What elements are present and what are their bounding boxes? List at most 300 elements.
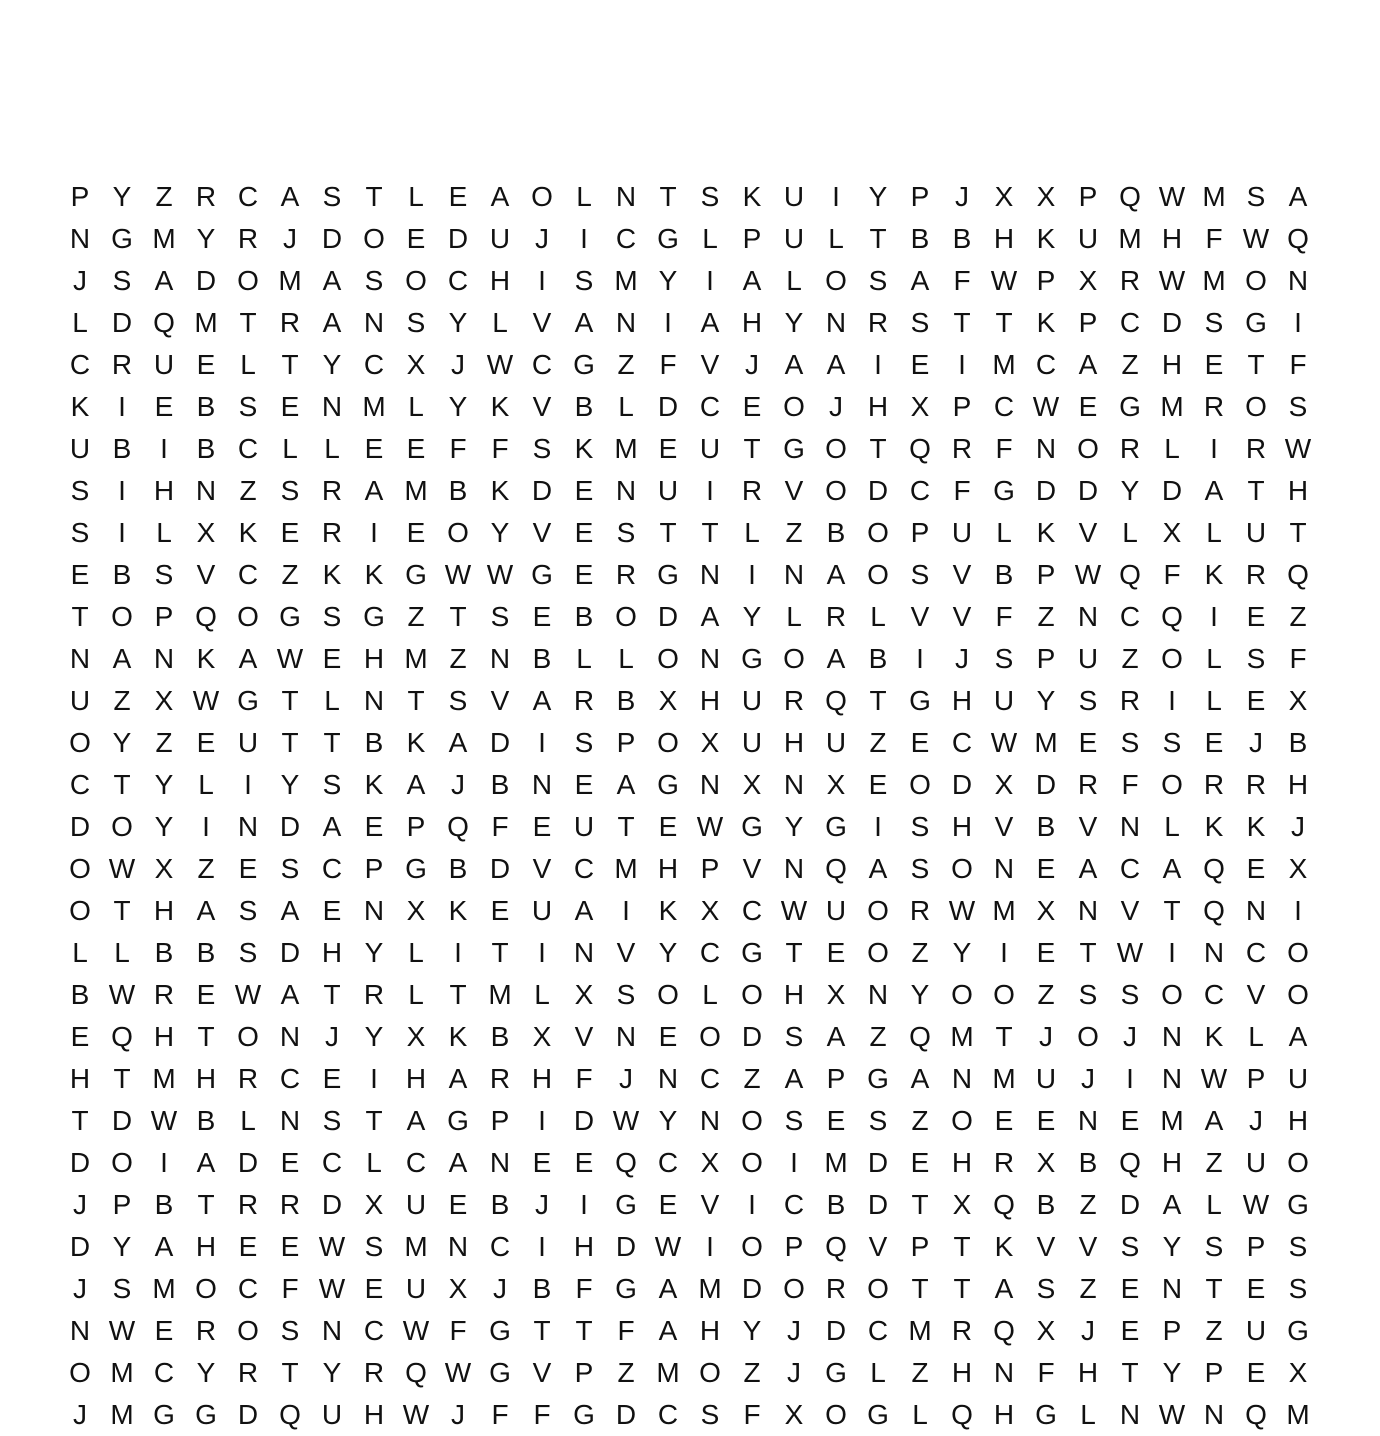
grid-letter[interactable]: G bbox=[657, 769, 679, 800]
grid-letter[interactable]: C bbox=[447, 265, 469, 296]
grid-letter[interactable]: U bbox=[1077, 643, 1099, 674]
grid-letter[interactable]: T bbox=[1289, 517, 1307, 548]
grid-letter[interactable]: D bbox=[69, 811, 91, 842]
grid-letter[interactable]: I bbox=[538, 1105, 546, 1136]
grid-letter[interactable]: E bbox=[658, 811, 678, 842]
grid-letter[interactable]: P bbox=[1036, 643, 1056, 674]
grid-letter[interactable]: L bbox=[534, 979, 550, 1010]
grid-letter[interactable]: S bbox=[1288, 1273, 1308, 1304]
grid-letter[interactable]: H bbox=[573, 1231, 595, 1262]
grid-letter[interactable]: S bbox=[994, 643, 1014, 674]
grid-letter[interactable]: N bbox=[1245, 895, 1267, 926]
grid-letter[interactable]: C bbox=[321, 853, 343, 884]
grid-letter[interactable]: C bbox=[363, 1315, 385, 1346]
grid-letter[interactable]: E bbox=[1246, 685, 1266, 716]
grid-letter[interactable]: R bbox=[1119, 433, 1141, 464]
grid-letter[interactable]: C bbox=[1119, 853, 1141, 884]
grid-letter[interactable]: O bbox=[867, 895, 889, 926]
grid-letter[interactable]: M bbox=[1034, 727, 1058, 758]
grid-letter[interactable]: F bbox=[995, 433, 1013, 464]
grid-letter[interactable]: D bbox=[951, 769, 973, 800]
grid-letter[interactable]: N bbox=[615, 181, 637, 212]
grid-letter[interactable]: H bbox=[657, 853, 679, 884]
grid-letter[interactable]: H bbox=[993, 223, 1015, 254]
grid-letter[interactable]: Q bbox=[1119, 559, 1141, 590]
grid-letter[interactable]: M bbox=[1118, 223, 1142, 254]
grid-letter[interactable]: Z bbox=[869, 727, 887, 758]
grid-letter[interactable]: L bbox=[618, 643, 634, 674]
grid-letter[interactable]: U bbox=[573, 811, 595, 842]
grid-letter[interactable]: N bbox=[993, 853, 1015, 884]
grid-letter[interactable]: Q bbox=[1245, 1399, 1267, 1430]
grid-letter[interactable]: Y bbox=[196, 223, 216, 254]
grid-letter[interactable]: T bbox=[869, 685, 887, 716]
grid-letter[interactable]: X bbox=[700, 727, 720, 758]
grid-letter[interactable]: V bbox=[868, 1231, 888, 1262]
grid-letter[interactable]: Q bbox=[195, 601, 217, 632]
grid-letter[interactable]: R bbox=[321, 517, 343, 548]
grid-letter[interactable]: O bbox=[447, 517, 469, 548]
grid-letter[interactable]: Z bbox=[1205, 1147, 1223, 1178]
grid-letter[interactable]: T bbox=[743, 433, 761, 464]
grid-letter[interactable]: E bbox=[196, 979, 216, 1010]
grid-letter[interactable]: D bbox=[1035, 769, 1057, 800]
grid-letter[interactable]: C bbox=[237, 181, 259, 212]
grid-letter[interactable]: O bbox=[699, 1357, 721, 1388]
grid-letter[interactable]: A bbox=[826, 559, 846, 590]
grid-letter[interactable]: S bbox=[1204, 1231, 1224, 1262]
grid-letter[interactable]: E bbox=[1246, 1357, 1266, 1388]
grid-letter[interactable]: G bbox=[1287, 1189, 1309, 1220]
grid-letter[interactable]: Q bbox=[1161, 601, 1183, 632]
grid-letter[interactable]: M bbox=[614, 853, 638, 884]
grid-letter[interactable]: F bbox=[617, 1315, 635, 1346]
grid-letter[interactable]: S bbox=[364, 265, 384, 296]
grid-letter[interactable]: O bbox=[1287, 1147, 1309, 1178]
grid-letter[interactable]: J bbox=[829, 391, 843, 422]
grid-letter[interactable]: L bbox=[1206, 643, 1222, 674]
grid-letter[interactable]: C bbox=[909, 475, 931, 506]
grid-letter[interactable]: X bbox=[700, 1147, 720, 1178]
grid-letter[interactable]: L bbox=[1122, 517, 1138, 548]
grid-letter[interactable]: Q bbox=[825, 1231, 847, 1262]
grid-letter[interactable]: S bbox=[322, 769, 342, 800]
grid-letter[interactable]: N bbox=[195, 475, 217, 506]
grid-letter[interactable]: V bbox=[532, 853, 552, 884]
grid-letter[interactable]: C bbox=[1035, 349, 1057, 380]
grid-letter[interactable]: C bbox=[279, 1063, 301, 1094]
grid-letter[interactable]: P bbox=[700, 853, 720, 884]
grid-letter[interactable]: E bbox=[280, 391, 300, 422]
grid-letter[interactable]: U bbox=[951, 517, 973, 548]
grid-letter[interactable]: X bbox=[994, 181, 1014, 212]
grid-letter[interactable]: W bbox=[108, 1315, 136, 1346]
grid-letter[interactable]: S bbox=[1246, 643, 1266, 674]
grid-letter[interactable]: Z bbox=[113, 685, 131, 716]
grid-letter[interactable]: Y bbox=[322, 349, 342, 380]
grid-letter[interactable]: V bbox=[616, 937, 636, 968]
grid-letter[interactable]: U bbox=[741, 727, 763, 758]
grid-letter[interactable]: R bbox=[237, 1189, 259, 1220]
grid-letter[interactable]: W bbox=[696, 811, 724, 842]
grid-letter[interactable]: L bbox=[702, 979, 718, 1010]
grid-letter[interactable]: A bbox=[616, 769, 636, 800]
grid-letter[interactable]: K bbox=[574, 433, 594, 464]
grid-letter[interactable]: P bbox=[952, 391, 972, 422]
grid-letter[interactable]: N bbox=[1161, 1063, 1183, 1094]
grid-letter[interactable]: Q bbox=[1203, 853, 1225, 884]
grid-letter[interactable]: U bbox=[405, 1273, 427, 1304]
grid-letter[interactable]: E bbox=[1078, 727, 1098, 758]
grid-letter[interactable]: A bbox=[448, 727, 468, 758]
grid-letter[interactable]: H bbox=[783, 727, 805, 758]
grid-letter[interactable]: N bbox=[699, 769, 721, 800]
grid-letter[interactable]: E bbox=[196, 727, 216, 758]
grid-letter[interactable]: C bbox=[1119, 601, 1141, 632]
grid-letter[interactable]: T bbox=[113, 1063, 131, 1094]
grid-letter[interactable]: O bbox=[783, 1273, 805, 1304]
grid-letter[interactable]: I bbox=[748, 559, 756, 590]
grid-letter[interactable]: C bbox=[699, 937, 721, 968]
grid-letter[interactable]: V bbox=[196, 559, 216, 590]
grid-letter[interactable]: O bbox=[69, 895, 91, 926]
grid-letter[interactable]: H bbox=[153, 1021, 175, 1052]
grid-letter[interactable]: Y bbox=[112, 1231, 132, 1262]
grid-letter[interactable]: D bbox=[321, 1189, 343, 1220]
grid-letter[interactable]: T bbox=[365, 1105, 383, 1136]
grid-letter[interactable]: A bbox=[1288, 181, 1308, 212]
grid-letter[interactable]: V bbox=[1078, 1231, 1098, 1262]
grid-letter[interactable]: J bbox=[955, 643, 969, 674]
grid-letter[interactable]: U bbox=[1077, 223, 1099, 254]
grid-letter[interactable]: A bbox=[322, 307, 342, 338]
grid-letter[interactable]: Y bbox=[490, 517, 510, 548]
grid-letter[interactable]: O bbox=[657, 979, 679, 1010]
grid-letter[interactable]: E bbox=[1078, 391, 1098, 422]
grid-letter[interactable]: V bbox=[994, 811, 1014, 842]
grid-letter[interactable]: R bbox=[279, 307, 301, 338]
grid-letter[interactable]: P bbox=[1162, 1315, 1182, 1346]
grid-letter[interactable]: C bbox=[489, 1231, 511, 1262]
grid-letter[interactable]: H bbox=[783, 979, 805, 1010]
grid-letter[interactable]: A bbox=[448, 1147, 468, 1178]
grid-letter[interactable]: S bbox=[616, 979, 636, 1010]
grid-letter[interactable]: Y bbox=[784, 307, 804, 338]
grid-letter[interactable]: J bbox=[283, 223, 297, 254]
grid-letter[interactable]: F bbox=[953, 475, 971, 506]
grid-letter[interactable]: E bbox=[826, 937, 846, 968]
grid-letter[interactable]: T bbox=[71, 601, 89, 632]
grid-letter[interactable]: D bbox=[657, 391, 679, 422]
grid-letter[interactable]: H bbox=[405, 1063, 427, 1094]
grid-letter[interactable]: G bbox=[1035, 1399, 1057, 1430]
grid-letter[interactable]: J bbox=[451, 349, 465, 380]
grid-letter[interactable]: H bbox=[699, 685, 721, 716]
grid-letter[interactable]: J bbox=[73, 1399, 87, 1430]
grid-letter[interactable]: J bbox=[451, 1399, 465, 1430]
grid-letter[interactable]: S bbox=[238, 937, 258, 968]
grid-letter[interactable]: N bbox=[531, 769, 553, 800]
grid-letter[interactable]: Z bbox=[1037, 601, 1055, 632]
grid-letter[interactable]: L bbox=[198, 769, 214, 800]
grid-letter[interactable]: S bbox=[910, 853, 930, 884]
grid-letter[interactable]: J bbox=[1249, 727, 1263, 758]
grid-letter[interactable]: W bbox=[234, 979, 262, 1010]
grid-letter[interactable]: R bbox=[825, 601, 847, 632]
grid-letter[interactable]: Z bbox=[1289, 601, 1307, 632]
grid-letter[interactable]: Z bbox=[155, 181, 173, 212]
grid-letter[interactable]: L bbox=[72, 307, 88, 338]
grid-letter[interactable]: N bbox=[783, 559, 805, 590]
grid-letter[interactable]: T bbox=[1121, 1357, 1139, 1388]
grid-letter[interactable]: N bbox=[489, 1147, 511, 1178]
grid-letter[interactable]: S bbox=[112, 265, 132, 296]
grid-letter[interactable]: I bbox=[706, 265, 714, 296]
grid-letter[interactable]: H bbox=[951, 811, 973, 842]
grid-letter[interactable]: T bbox=[71, 1105, 89, 1136]
grid-letter[interactable]: O bbox=[195, 1273, 217, 1304]
grid-letter[interactable]: F bbox=[1289, 349, 1307, 380]
grid-letter[interactable]: X bbox=[952, 1189, 972, 1220]
grid-letter[interactable]: G bbox=[447, 1105, 469, 1136]
grid-letter[interactable]: N bbox=[69, 643, 91, 674]
grid-letter[interactable]: I bbox=[454, 937, 462, 968]
grid-letter[interactable]: G bbox=[1287, 1315, 1309, 1346]
grid-letter[interactable]: G bbox=[783, 433, 805, 464]
grid-letter[interactable]: L bbox=[1206, 685, 1222, 716]
grid-letter[interactable]: R bbox=[741, 475, 763, 506]
grid-letter[interactable]: O bbox=[741, 1105, 763, 1136]
grid-letter[interactable]: T bbox=[953, 1273, 971, 1304]
grid-letter[interactable]: E bbox=[1246, 853, 1266, 884]
grid-letter[interactable]: J bbox=[745, 349, 759, 380]
grid-letter[interactable]: O bbox=[951, 853, 973, 884]
grid-letter[interactable]: H bbox=[363, 643, 385, 674]
grid-letter[interactable]: D bbox=[69, 1147, 91, 1178]
grid-letter[interactable]: W bbox=[402, 1399, 430, 1430]
grid-letter[interactable]: N bbox=[1161, 1273, 1183, 1304]
grid-letter[interactable]: I bbox=[916, 643, 924, 674]
grid-letter[interactable]: E bbox=[364, 433, 384, 464]
grid-letter[interactable]: M bbox=[656, 1357, 680, 1388]
grid-letter[interactable]: K bbox=[364, 769, 384, 800]
grid-letter[interactable]: L bbox=[1248, 1021, 1264, 1052]
grid-letter[interactable]: G bbox=[153, 1399, 175, 1430]
grid-letter[interactable]: I bbox=[202, 811, 210, 842]
grid-letter[interactable]: E bbox=[406, 223, 426, 254]
grid-letter[interactable]: N bbox=[783, 769, 805, 800]
grid-letter[interactable]: A bbox=[910, 265, 930, 296]
grid-letter[interactable]: K bbox=[364, 559, 384, 590]
grid-letter[interactable]: F bbox=[953, 265, 971, 296]
grid-letter[interactable]: N bbox=[279, 1105, 301, 1136]
grid-letter[interactable]: P bbox=[154, 601, 174, 632]
grid-letter[interactable]: E bbox=[280, 517, 300, 548]
grid-letter[interactable]: Q bbox=[1119, 1147, 1141, 1178]
grid-letter[interactable]: A bbox=[364, 475, 384, 506]
grid-letter[interactable]: J bbox=[535, 1189, 549, 1220]
grid-letter[interactable]: O bbox=[615, 601, 637, 632]
grid-letter[interactable]: A bbox=[154, 1231, 174, 1262]
grid-letter[interactable]: B bbox=[532, 643, 552, 674]
grid-letter[interactable]: C bbox=[1119, 307, 1141, 338]
grid-letter[interactable]: W bbox=[318, 1273, 346, 1304]
grid-letter[interactable]: A bbox=[910, 1063, 930, 1094]
grid-letter[interactable]: K bbox=[490, 391, 510, 422]
grid-letter[interactable]: E bbox=[1036, 1105, 1056, 1136]
grid-letter[interactable]: O bbox=[1287, 937, 1309, 968]
grid-letter[interactable]: E bbox=[406, 433, 426, 464]
grid-letter[interactable]: H bbox=[951, 1357, 973, 1388]
grid-letter[interactable]: B bbox=[574, 391, 594, 422]
grid-letter[interactable]: Z bbox=[785, 517, 803, 548]
grid-letter[interactable]: X bbox=[532, 1021, 552, 1052]
grid-letter[interactable]: Z bbox=[1079, 1189, 1097, 1220]
grid-letter[interactable]: S bbox=[364, 1231, 384, 1262]
grid-letter[interactable]: X bbox=[574, 979, 594, 1010]
grid-letter[interactable]: T bbox=[659, 517, 677, 548]
grid-letter[interactable]: V bbox=[1246, 979, 1266, 1010]
grid-letter[interactable]: S bbox=[868, 265, 888, 296]
grid-letter[interactable]: T bbox=[281, 727, 299, 758]
grid-letter[interactable]: M bbox=[1286, 1399, 1310, 1430]
grid-letter[interactable]: Z bbox=[407, 601, 425, 632]
grid-letter[interactable]: M bbox=[404, 643, 428, 674]
grid-letter[interactable]: N bbox=[573, 937, 595, 968]
grid-letter[interactable]: G bbox=[405, 853, 427, 884]
grid-letter[interactable]: T bbox=[449, 601, 467, 632]
grid-letter[interactable]: O bbox=[825, 1399, 847, 1430]
grid-letter[interactable]: T bbox=[911, 1189, 929, 1220]
grid-letter[interactable]: C bbox=[153, 1357, 175, 1388]
grid-letter[interactable]: G bbox=[615, 1273, 637, 1304]
grid-letter[interactable]: N bbox=[1203, 937, 1225, 968]
grid-letter[interactable]: E bbox=[1246, 601, 1266, 632]
grid-letter[interactable]: T bbox=[869, 433, 887, 464]
grid-letter[interactable]: F bbox=[1037, 1357, 1055, 1388]
grid-letter[interactable]: F bbox=[491, 811, 509, 842]
grid-letter[interactable]: D bbox=[111, 307, 133, 338]
grid-letter[interactable]: T bbox=[281, 685, 299, 716]
grid-letter[interactable]: D bbox=[741, 1273, 763, 1304]
grid-letter[interactable]: R bbox=[825, 1273, 847, 1304]
grid-letter[interactable]: C bbox=[1203, 979, 1225, 1010]
grid-letter[interactable]: T bbox=[533, 1315, 551, 1346]
grid-letter[interactable]: G bbox=[825, 1357, 847, 1388]
grid-letter[interactable]: L bbox=[1206, 1189, 1222, 1220]
grid-letter[interactable]: I bbox=[706, 475, 714, 506]
grid-letter[interactable]: M bbox=[698, 1273, 722, 1304]
grid-letter[interactable]: A bbox=[238, 643, 258, 674]
grid-letter[interactable]: K bbox=[658, 895, 678, 926]
grid-letter[interactable]: H bbox=[489, 265, 511, 296]
grid-letter[interactable]: M bbox=[404, 1231, 428, 1262]
grid-letter[interactable]: Y bbox=[112, 181, 132, 212]
grid-letter[interactable]: H bbox=[531, 1063, 553, 1094]
grid-letter[interactable]: Q bbox=[825, 685, 847, 716]
grid-letter[interactable]: H bbox=[1287, 475, 1309, 506]
grid-letter[interactable]: E bbox=[490, 895, 510, 926]
grid-letter[interactable]: E bbox=[322, 1063, 342, 1094]
grid-letter[interactable]: F bbox=[995, 601, 1013, 632]
grid-letter[interactable]: L bbox=[156, 517, 172, 548]
grid-letter[interactable]: R bbox=[195, 181, 217, 212]
grid-letter[interactable]: O bbox=[69, 1357, 91, 1388]
grid-letter[interactable]: H bbox=[363, 1399, 385, 1430]
grid-letter[interactable]: Y bbox=[1120, 475, 1140, 506]
grid-letter[interactable]: S bbox=[532, 433, 552, 464]
grid-letter[interactable]: G bbox=[741, 937, 763, 968]
grid-letter[interactable]: R bbox=[951, 433, 973, 464]
grid-letter[interactable]: I bbox=[538, 937, 546, 968]
grid-letter[interactable]: U bbox=[321, 1399, 343, 1430]
grid-letter[interactable]: Q bbox=[111, 1021, 133, 1052]
grid-letter[interactable]: S bbox=[1288, 1231, 1308, 1262]
grid-letter[interactable]: I bbox=[1294, 307, 1302, 338]
grid-letter[interactable]: B bbox=[112, 559, 132, 590]
grid-letter[interactable]: H bbox=[321, 937, 343, 968]
grid-letter[interactable]: O bbox=[783, 643, 805, 674]
grid-letter[interactable]: E bbox=[322, 643, 342, 674]
grid-letter[interactable]: L bbox=[324, 433, 340, 464]
grid-letter[interactable]: R bbox=[615, 559, 637, 590]
grid-letter[interactable]: W bbox=[192, 685, 220, 716]
grid-letter[interactable]: X bbox=[658, 685, 678, 716]
grid-letter[interactable]: J bbox=[535, 223, 549, 254]
grid-letter[interactable]: I bbox=[580, 223, 588, 254]
grid-letter[interactable]: B bbox=[532, 1273, 552, 1304]
grid-letter[interactable]: S bbox=[1162, 727, 1182, 758]
grid-letter[interactable]: M bbox=[908, 1315, 932, 1346]
grid-letter[interactable]: P bbox=[826, 1063, 846, 1094]
grid-letter[interactable]: S bbox=[322, 601, 342, 632]
grid-letter[interactable]: G bbox=[1119, 391, 1141, 422]
grid-letter[interactable]: J bbox=[1123, 1021, 1137, 1052]
grid-letter[interactable]: F bbox=[575, 1273, 593, 1304]
grid-letter[interactable]: U bbox=[993, 685, 1015, 716]
grid-letter[interactable]: R bbox=[1245, 433, 1267, 464]
grid-letter[interactable]: J bbox=[619, 1063, 633, 1094]
grid-letter[interactable]: A bbox=[406, 1105, 426, 1136]
grid-letter[interactable]: T bbox=[197, 1021, 215, 1052]
grid-letter[interactable]: E bbox=[1120, 1105, 1140, 1136]
grid-letter[interactable]: O bbox=[657, 727, 679, 758]
grid-letter[interactable]: W bbox=[654, 1231, 682, 1262]
grid-letter[interactable]: G bbox=[573, 349, 595, 380]
grid-letter[interactable]: E bbox=[322, 895, 342, 926]
grid-letter[interactable]: S bbox=[448, 685, 468, 716]
grid-letter[interactable]: Q bbox=[909, 1021, 931, 1052]
grid-letter[interactable]: W bbox=[990, 727, 1018, 758]
grid-letter[interactable]: F bbox=[1205, 223, 1223, 254]
grid-letter[interactable]: W bbox=[948, 895, 976, 926]
grid-letter[interactable]: C bbox=[237, 559, 259, 590]
grid-letter[interactable]: V bbox=[1078, 811, 1098, 842]
grid-letter[interactable]: M bbox=[1160, 391, 1184, 422]
grid-letter[interactable]: T bbox=[113, 895, 131, 926]
grid-letter[interactable]: S bbox=[154, 559, 174, 590]
grid-letter[interactable]: W bbox=[1158, 265, 1186, 296]
grid-letter[interactable]: D bbox=[489, 727, 511, 758]
grid-letter[interactable]: C bbox=[531, 349, 553, 380]
grid-letter[interactable]: C bbox=[615, 223, 637, 254]
grid-letter[interactable]: O bbox=[699, 1021, 721, 1052]
grid-letter[interactable]: H bbox=[699, 1315, 721, 1346]
grid-letter[interactable]: O bbox=[111, 1147, 133, 1178]
grid-letter[interactable]: B bbox=[826, 1189, 846, 1220]
grid-letter[interactable]: A bbox=[1162, 1189, 1182, 1220]
grid-letter[interactable]: O bbox=[237, 1021, 259, 1052]
